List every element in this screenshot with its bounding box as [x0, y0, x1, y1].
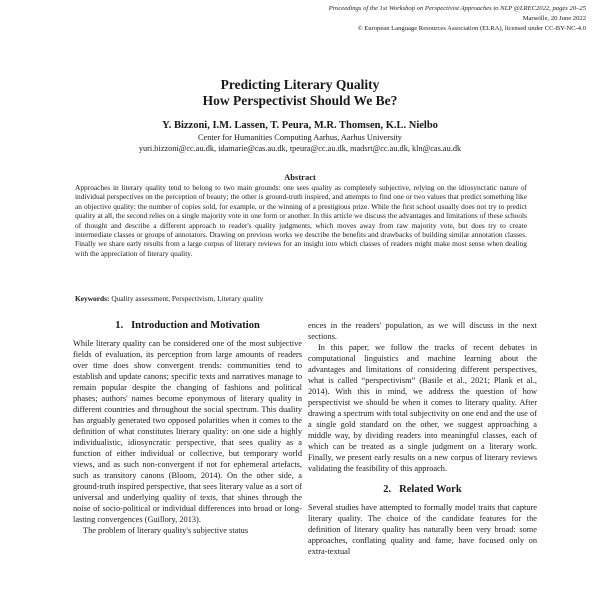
section-1-paragraph-2: The problem of literary quality's subjective status: [83, 526, 249, 535]
section-1-paragraph-3: In this paper, we follow the tracks of recent debates in computational linguistics and machine learning about the advantages and limitations of considering different perspectives, what is called “perspectivism” (Basile et al., 2021; Plank et al., 2014). With this in mind, we address the question of how perspectivist we should be when it comes to literary quality. After drawing a spectrum with total subjectivity on one end and the use of a single gold standard on the other, we suggest approaching a middle way, by dividing readers into meaningful classes, each of which can be treated as a single judgment on a literary work. Finally, we present early results on a new corpus of literary reviews validating the feasibility of this approach.: [308, 343, 537, 473]
title-line-2: How Perspectivist Should We Be?: [202, 93, 398, 108]
keywords: [75, 294, 527, 303]
section-2-number: 2.: [383, 484, 392, 495]
abstract-text: Approaches in literary quality tend to belong to two main grounds: one sees quality as completely subjective, relying on the idiosyncratic nature of individual perspectives on the perception of beauty; the other is ground-truth inspired, and attempts to find one or two values that predict something like an objective quality: the number of copies sold, for example, or the winning of a prestigious prize. While the first school usually does not try to predict quality at all, the second relies on a single majority vote in one form or another. In this article we discuss the advantages and limitations of these schools of thought and describe a different approach to reader's quality judgments, which moves away from raw majority vote, but does try to create intermediate classes or groups of annotators. Drawing on previous works we describe the benefits and drawbacks of building similar annotation classes. Finally we share early results from a large corpus of literary reviews for an insight into which classes of readers might make most sense when dealing with the appreciation of literary quality.: [75, 183, 527, 258]
license-line: © European Language Resources Association (ELRA), licensed under CC-BY-NC-4.0: [357, 25, 586, 32]
section-1-continuation: ences in the readers' population, as we will discuss in the next sections.: [308, 321, 537, 341]
section-1-paragraph-1: While literary quality can be considered one of the most subjective fields of evaluation, its perception from large amounts of readers over time does show convergent trends: communities tend to establish and update canons; specific texts and narratives manage to remain popular despite the changing of fashions and political phases; authors' names become eponymous of literary quality in different countries and throughout the social spectrum. This duality has arguably generated two opposed polarities when it comes to the definition of what constitutes literary quality: on one side a highly individualistic, idiosyncratic perspective, that sees quality as a function of either individual or collective, but temporary world views, and as such non-convergent if not for ephemeral artefacts, such as transitory canons (Bloom, 2014). On the other side, a ground-truth inspired perspective, that sees literary value as a sort of universal and underlying quality of texts, that shines through the noise of socio-political or individual differences into broad or long-lasting convergences (Guillory, 2013).: [73, 339, 302, 524]
section-1-heading: [73, 320, 302, 331]
section-1-title: Introduction and Motivation: [131, 320, 260, 331]
keywords-label: Keywords:: [75, 294, 110, 303]
proceedings-line: Proceedings of the 1st Workshop on Perspectivist Approaches to NLP @LREC2022, pages 20–25: [328, 5, 586, 12]
affiliation-institution: Center for Humanities Computing Aarhus, Aarhus University: [198, 133, 402, 142]
right-column: [308, 320, 537, 557]
affiliation: [0, 132, 600, 154]
author-emails: yuri.bizzoni@cc.au.dk, idamarie@cas.au.dk, tpeura@cc.au.dk, madsrt@cc.au.dk, kln@cas.au.dk: [138, 144, 462, 153]
section-2-title: Related Work: [399, 484, 462, 495]
section-2-heading: [308, 484, 537, 495]
venue-date-line: Marseille, 20 June 2022: [522, 15, 586, 22]
title-line-1: Predicting Literary Quality: [220, 77, 380, 92]
left-column: [73, 320, 302, 536]
paper-title: [0, 77, 600, 109]
section-1-number: 1.: [115, 320, 124, 331]
section-2-paragraph-1: Several studies have attempted to formally model traits that capture literary quality. The choice of the candidate features for the definition of literary quality has naturally been very broad: some approaches, conflating quality and fame, have focused only on extra-textual: [308, 503, 537, 556]
proceedings-header: [329, 4, 586, 34]
keywords-text: Quality assessment, Perspectivism, Literary quality: [111, 294, 264, 303]
abstract-heading: Abstract: [284, 172, 316, 182]
author-list: Y. Bizzoni, I.M. Lassen, T. Peura, M.R. Thomsen, K.L. Nielbo: [162, 120, 438, 131]
